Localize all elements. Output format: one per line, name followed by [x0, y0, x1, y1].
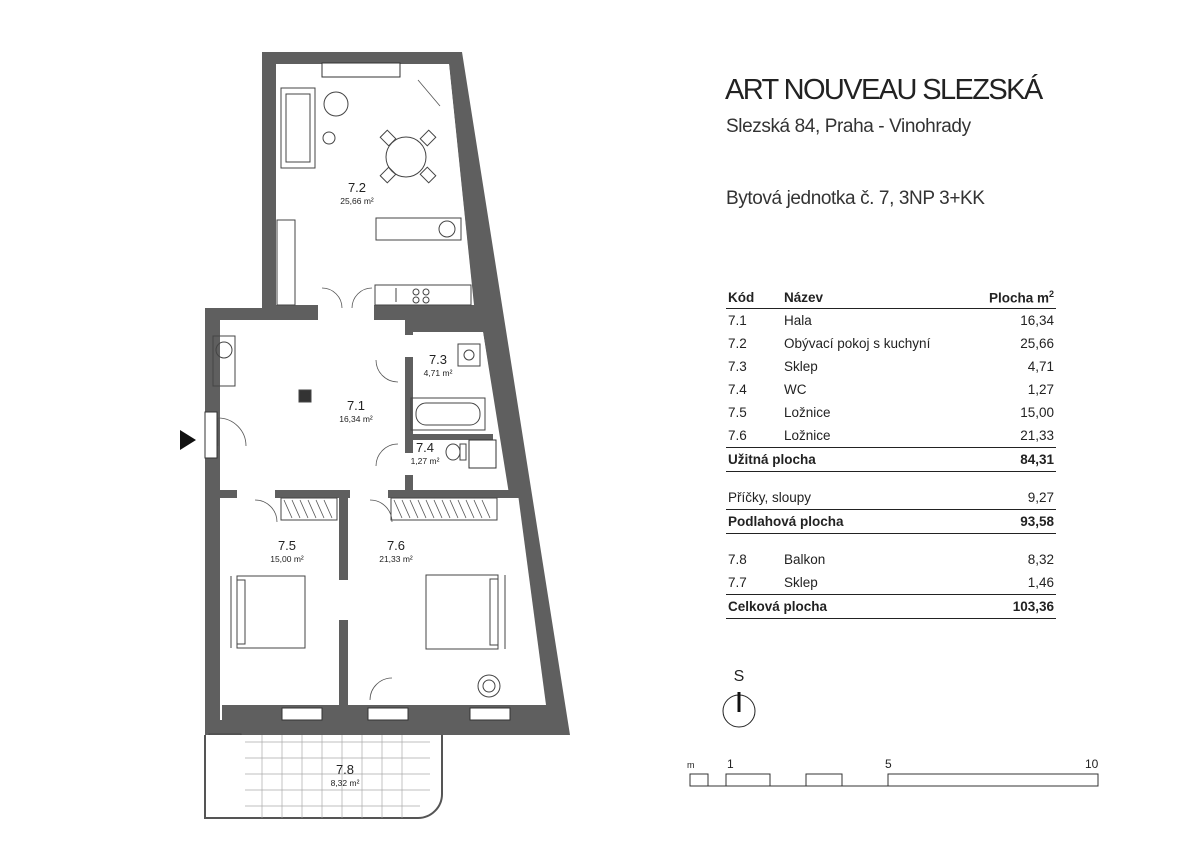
- total-area-row: Celková plocha 103,36: [726, 595, 1056, 619]
- room-7-6-number: 7.6: [386, 538, 406, 553]
- room-7-6-area: 21,33 m²: [379, 554, 413, 564]
- room-7-3-number: 7.3: [428, 352, 448, 367]
- room-7-8-number: 7.8: [335, 762, 355, 777]
- room-7-1-area: 16,34 m²: [339, 414, 373, 424]
- header-area: Plocha $m^2$: [970, 286, 1056, 309]
- floor-area-row: Podlahová plocha 93,58: [726, 510, 1056, 534]
- room-7-2-area: 25,66 m²: [340, 196, 374, 206]
- entrance-arrow-icon: [180, 430, 196, 450]
- usable-area-row: Užitná plocha 84,31: [726, 448, 1056, 472]
- scale-bar: [687, 757, 1099, 786]
- room-7-5-area: 15,00 m²: [270, 554, 304, 564]
- table-row: 7.2 Obývací pokoj s kuchyní 25,66: [728, 336, 1054, 351]
- scale-unit: m: [687, 760, 695, 770]
- table-row: 7.3 Sklep 4,71: [728, 359, 1054, 374]
- room-7-3-area: 4,71 m²: [423, 368, 453, 378]
- table-row: 7.8 Balkon 8,32: [728, 552, 1054, 567]
- unit-description: Bytová jednotka č. 7, 3NP 3+KK: [726, 188, 985, 209]
- room-7-4-area: 1,27 m²: [410, 456, 440, 466]
- scale-label-5: 5: [885, 757, 892, 771]
- room-7-5-number: 7.5: [277, 538, 297, 553]
- table-row: 7.1 Hala 16,34: [728, 313, 1054, 328]
- scale-label-10: 10: [1085, 757, 1099, 771]
- table-row: 7.5 Ložnice 15,00: [728, 405, 1054, 420]
- scale-label-1: 1: [727, 757, 734, 771]
- table-row: 7.4 WC 1,27: [728, 382, 1054, 397]
- project-title: ART NOUVEAU SLEZSKÁ: [725, 74, 1042, 106]
- compass-letter: S: [733, 668, 745, 685]
- partitions-row: Příčky, sloupy 9,27: [728, 490, 1054, 505]
- room-7-1-number: 7.1: [346, 398, 366, 413]
- project-address: Slezská 84, Praha - Vinohrady: [726, 116, 971, 137]
- compass: [723, 668, 755, 727]
- table-row: 7.6 Ložnice 21,33: [728, 428, 1054, 443]
- table-header: [726, 286, 1056, 309]
- table-row: 7.7 Sklep 1,46: [728, 575, 1054, 590]
- header-name: Název: [782, 286, 970, 309]
- room-7-4-number: 7.4: [415, 440, 435, 455]
- room-7-2-number: 7.2: [347, 180, 367, 195]
- room-7-8-area: 8,32 m²: [330, 778, 360, 788]
- balcony: [205, 735, 442, 818]
- header-code: Kód: [726, 286, 782, 309]
- area-table: [726, 286, 1056, 619]
